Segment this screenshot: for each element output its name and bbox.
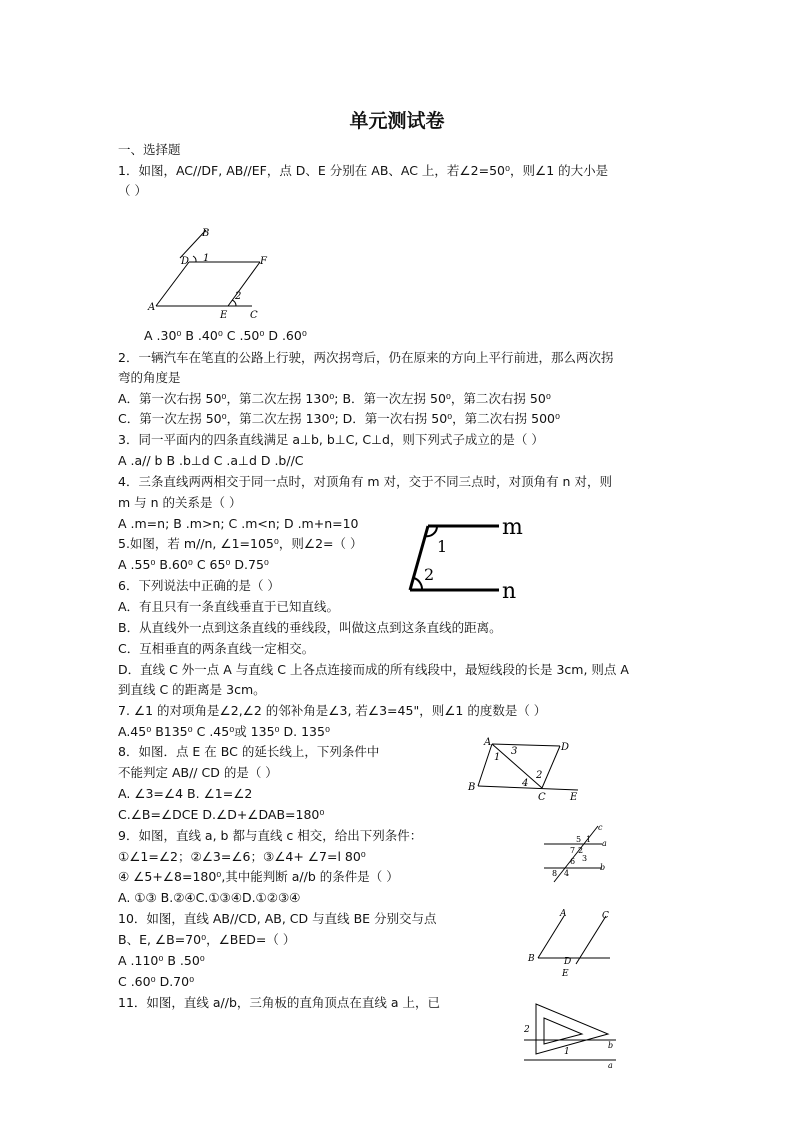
label-A: A xyxy=(560,909,567,919)
q10-stem-cont: B、E, ∠B=70⁰，∠BED=（ ） xyxy=(118,932,296,947)
q6-option-c: C．互相垂直的两条直线一定相交。 xyxy=(118,641,315,656)
q10-stem: 10．如图，直线 AB//CD, AB, CD 与直线 BE 分别交与点 xyxy=(118,911,437,926)
label-B: B xyxy=(528,954,535,964)
q3-stem: 3．同一平面内的四条直线满足 a⊥b, b⊥C, C⊥d，则下列式子成立的是（ ） xyxy=(118,432,544,447)
label-C: C xyxy=(602,911,609,921)
q5-options: A .55⁰ B.60⁰ C 65⁰ D.75⁰ xyxy=(118,557,269,572)
q1-stem-cont: （ ） xyxy=(118,183,147,198)
q11-stem: 11．如图，直线 a//b，三角板的直角顶点在直线 a 上，已 xyxy=(118,995,441,1010)
q4-stem-cont: m 与 n 的关系是（ ） xyxy=(118,495,242,510)
q6-option-d: D．直线 C 外一点 A 与直线 C 上各点连接而成的所有线段中，最短线段的长是 3cm, 则点 A xyxy=(118,662,629,677)
q7-options: A.45⁰ B135⁰ C .45⁰或 135⁰ D. 135⁰ xyxy=(118,724,330,739)
q2-options-cd: C．第一次左拐 50⁰，第二次左拐 130⁰; D．第一次右拐 50⁰，第二次右拐 500⁰ xyxy=(118,411,561,426)
angle-3: 3 xyxy=(511,746,518,757)
q8-stem: 8．如图．点 E 在 BC 的延长线上，下列条件中 xyxy=(118,744,380,759)
q2-stem: 2．一辆汽车在笔直的公路上行驶，两次拐弯后，仍在原来的方向上平行前进，那么两次拐 xyxy=(118,350,614,365)
angle-1: 1 xyxy=(203,253,210,264)
figure-q8 xyxy=(462,734,587,804)
label-E: E xyxy=(220,310,228,321)
label-D: D xyxy=(564,957,572,967)
figure-q1 xyxy=(140,226,280,322)
label-D: D xyxy=(561,742,570,753)
angle-1: 1 xyxy=(586,835,592,844)
angle-3: 3 xyxy=(582,854,588,863)
q6-option-a: A．有且只有一条直线垂直于已知直线。 xyxy=(118,599,340,614)
angle-2: 2 xyxy=(524,1025,530,1035)
angle-2: 2 xyxy=(578,846,584,855)
angle-4: 4 xyxy=(564,869,570,878)
figure-q10 xyxy=(524,906,614,978)
section-heading: 一、选择题 xyxy=(118,142,181,157)
label-b: b xyxy=(608,1041,614,1050)
label-E: E xyxy=(570,792,578,803)
q10-options-ab: A .110⁰ B .50⁰ xyxy=(118,953,205,968)
label-F: F xyxy=(260,256,267,267)
q9-conditions-2: ④ ∠5+∠8=180⁰,其中能判断 a//b 的条件是（ ） xyxy=(118,869,399,884)
label-C: C xyxy=(538,792,546,803)
label-B: B xyxy=(202,228,210,239)
label-A: A xyxy=(484,737,492,748)
q2-stem-cont: 弯的角度是 xyxy=(118,370,181,385)
label-a: a xyxy=(602,839,607,848)
label-D: D xyxy=(181,256,190,267)
label-E: E xyxy=(562,969,569,978)
angle-2: 2 xyxy=(536,770,543,781)
figure-q5 xyxy=(404,516,529,604)
angle-8: 8 xyxy=(552,869,558,878)
angle-4: 4 xyxy=(522,778,529,789)
q6-stem: 6．下列说法中正确的是（ ） xyxy=(118,578,280,593)
angle-2: 2 xyxy=(235,291,242,302)
figure-q11 xyxy=(516,998,622,1070)
angle-7: 7 xyxy=(570,846,576,855)
label-B: B xyxy=(468,782,476,793)
angle-1: 1 xyxy=(437,537,448,556)
label-A: A xyxy=(148,302,156,313)
angle-1: 1 xyxy=(494,752,501,763)
q8-options-cd: C.∠B=∠DCE D.∠D+∠DAB=180⁰ xyxy=(118,807,325,822)
figure-q9 xyxy=(540,822,615,888)
q8-stem-cont: 不能判定 AB// CD 的是（ ） xyxy=(118,765,278,780)
q3-options: A .a// b B .b⊥d C .a⊥d D .b//C xyxy=(118,453,304,468)
q1-stem: 1．如图，AC//DF, AB//EF，点 D、E 分别在 AB、AC 上，若∠2=50⁰，则∠1 的大小是 xyxy=(118,163,609,178)
label-a: a xyxy=(608,1061,613,1070)
q4-stem: 4．三条直线两两相交于同一点时，对顶角有 m 对，交于不同三点时，对顶角有 n 对，则 xyxy=(118,474,612,489)
label-C: C xyxy=(250,310,258,321)
q2-options-ab: A．第一次右拐 50⁰，第二次左拐 130⁰; B．第一次左拐 50⁰，第二次右拐 50⁰ xyxy=(118,391,551,406)
q9-conditions-1: ①∠1=∠2；②∠3=∠6；③∠4+ ∠7=l 80⁰ xyxy=(118,849,366,864)
label-m: m xyxy=(502,516,523,540)
label-b: b xyxy=(600,863,606,872)
q5-stem: 5.如图，若 m//n, ∠1=105⁰，则∠2=（ ） xyxy=(118,536,363,551)
label-n: n xyxy=(502,579,517,604)
q10-options-cd: C .60⁰ D.70⁰ xyxy=(118,974,195,989)
page-title: 单元测试卷 xyxy=(349,110,445,132)
q4-options: A .m=n; B .m>n; C .m<n; D .m+n=10 xyxy=(118,516,359,531)
q9-stem: 9．如图，直线 a, b 都与直线 c 相交，给出下列条件： xyxy=(118,828,423,843)
q8-options-ab: A. ∠3=∠4 B. ∠1=∠2 xyxy=(118,786,253,801)
q7-stem: 7. ∠1 的对项角是∠2,∠2 的邻补角是∠3, 若∠3=45"，则∠1 的度数是（ ） xyxy=(118,703,547,718)
label-c: c xyxy=(598,823,603,832)
angle-1: 1 xyxy=(564,1047,570,1057)
angle-6: 6 xyxy=(570,857,576,866)
q9-options: A. ①③ B.②④C.①③④D.①②③④ xyxy=(118,890,301,905)
q1-options: A .30⁰ B .40⁰ C .50⁰ D .60⁰ xyxy=(144,328,307,343)
angle-2: 2 xyxy=(424,565,435,584)
q6-option-b: B．从直线外一点到这条直线的垂线段，叫做这点到这条直线的距离。 xyxy=(118,620,502,635)
angle-5: 5 xyxy=(576,835,582,844)
q6-option-d-cont: 到直线 C 的距离是 3cm。 xyxy=(118,682,266,697)
